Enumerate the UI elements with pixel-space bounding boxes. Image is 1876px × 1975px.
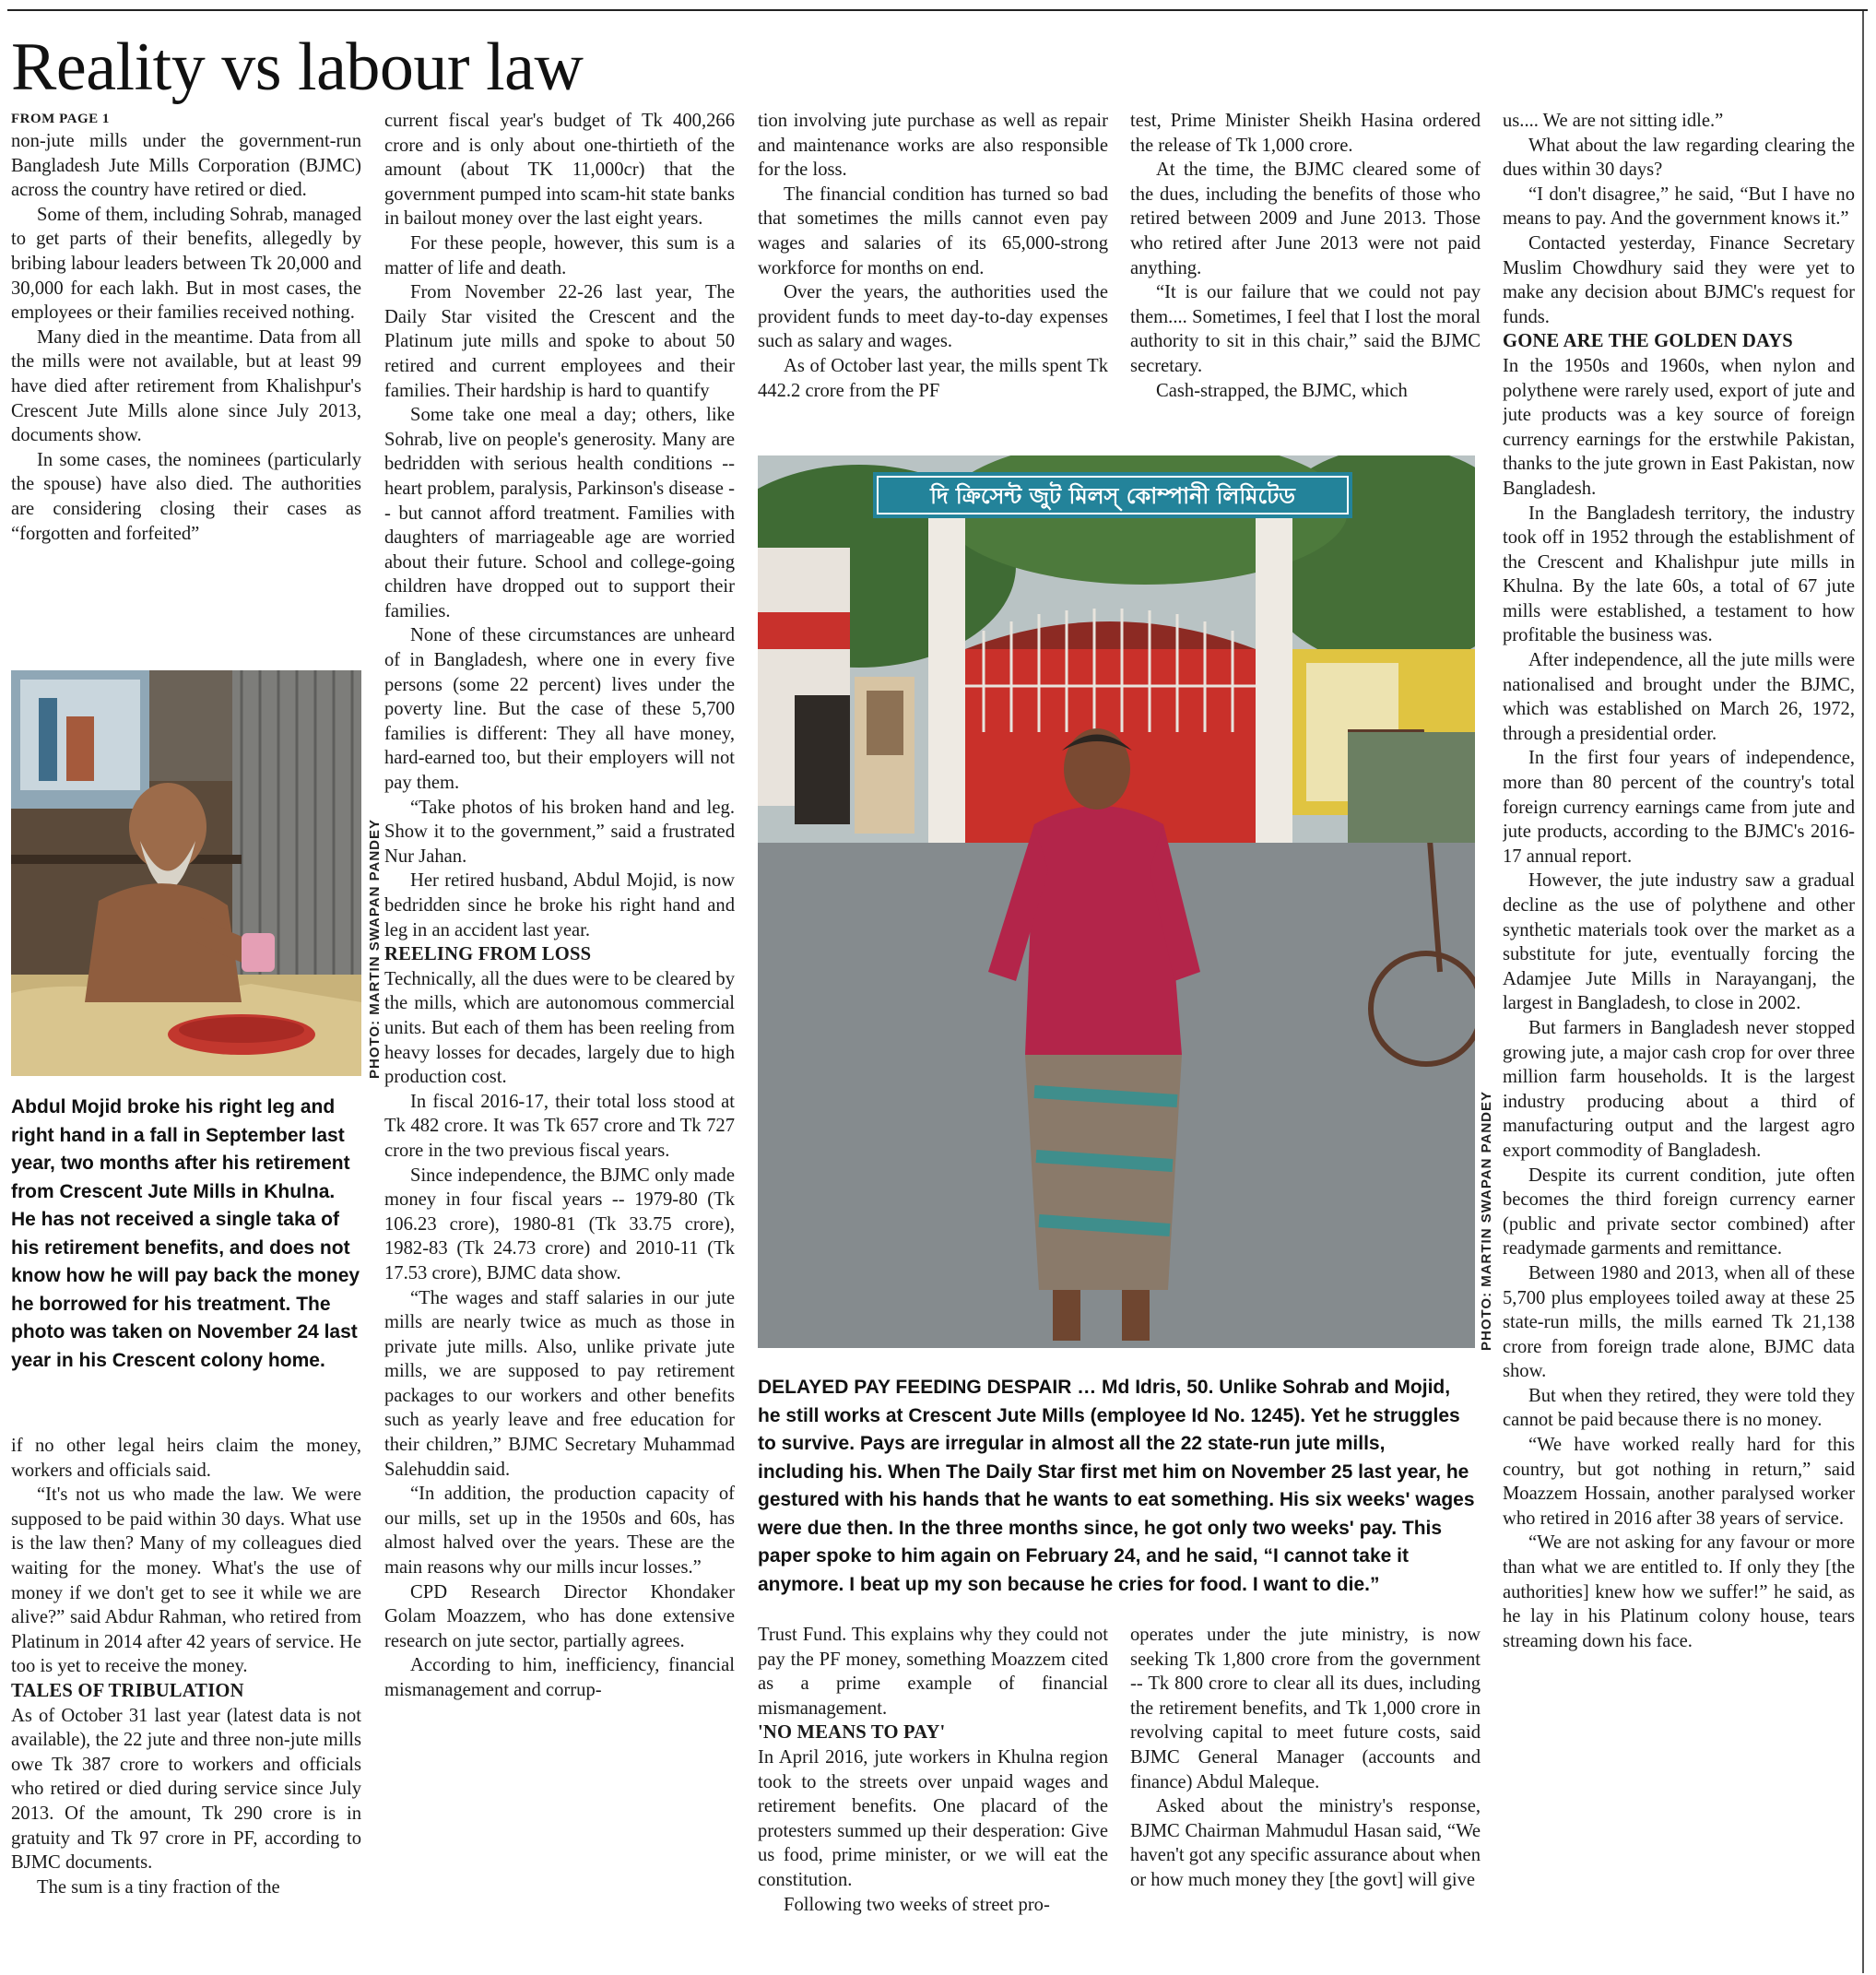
photo-md-idris-at-mill-gate: [758, 455, 1475, 1348]
article-column-5: [1503, 109, 1855, 1975]
body-paragraph: if no other legal heirs claim the money, workers and officials said.: [11, 1436, 361, 1481]
body-paragraph: Since independence, the BJMC only made money in four fiscal years -- 1979-80 (Tk 106.23 crore), 1980-81 (Tk 33.75 crore), 1982-83 (Tk 24.73 crore) and 2010-11 (Tk 17.53 crore), BJMC data show.: [384, 1165, 735, 1283]
body-paragraph: Between 1980 and 2013, when all of these 5,700 plus employees toiled away at these 25 state-run mills, the mills earned Tk 21,138 crore from foreign trade alone, BJMC data show.: [1503, 1262, 1855, 1382]
body-paragraph: In the first four years of independence, more than 80 percent of the country's total foreign currency earnings came from jute and jute products, according to the BJMC's 2016-17 annual report.: [1503, 748, 1855, 867]
body-paragraph: “In addition, the production capacity of our mills, set up in the 1950s and 60s, has almost halved over the years. These are the main reasons why our mills incur losses.”: [384, 1484, 735, 1579]
body-paragraph: Asked about the ministry's response, BJMC Chairman Mahmudul Hasan said, “We haven't got any specific assurance about when or how much money they [the govt] will give: [1130, 1796, 1481, 1890]
column-rule-right: [1862, 11, 1864, 1973]
article-column-2: [384, 109, 735, 1975]
body-paragraph: Many died in the meantime. Data from all the mills were not available, but at least 99 have died after retirement from Khalishpur's Crescent Jute Mills alone since July 2013, documents show.: [11, 326, 361, 446]
body-paragraph: In the 1950s and 1960s, when nylon and polythene were rarely used, export of jute and jute products was a key source of foreign currency earnings for the erstwhile Pakistan, thanks to the jute grown in East Pakistan, now Bangladesh.: [1503, 355, 1855, 499]
body-paragraph: Technically, all the dues were to be cleared by the mills, which are autonomous commercial units. But each of them has been reeling from heavy losses for decades, largely due to high production cost.: [384, 968, 735, 1088]
continuation-kicker: FROM PAGE 1: [11, 112, 110, 126]
body-paragraph: As of October 31 last year (latest data is not available), the 22 jute and three non-jute mills owe Tk 387 crore to workers and officials who retired or died during service since July 2013. Of the amount, Tk 290 crore is in gratuity and Tk 97 crore in PF, according to BJMC documents.: [11, 1705, 361, 1874]
body-paragraph: Some take one meal a day; others, like Sohrab, live on people's generosity. Many are bedridden with serious health conditions -- heart problem, paralysis, Parkinson's disease -- but cannot afford treatment. Families with daughters of marriageable age are worried about their future. School and college-going children have dropped out to support their families.: [384, 405, 735, 621]
gate-sign-text: দি ক্রিসেন্ট জুট মিলস্ কোম্পানী লিমিটেড: [930, 483, 1295, 509]
body-paragraph: For these people, however, this sum is a matter of life and death.: [384, 232, 735, 278]
body-paragraph: According to him, inefficiency, financial mismanagement and corrup-: [384, 1655, 735, 1700]
body-paragraph: Following two weeks of street pro-: [784, 1894, 1050, 1915]
body-paragraph: Over the years, the authorities used the provident funds to meet day-to-day expenses such as salary and wages.: [758, 282, 1108, 352]
body-paragraph: In some cases, the nominees (particularly the spouse) have also died. The authorities are considering closing their cases as “forgotten and forfeited”: [11, 449, 361, 544]
photo-credit-right: PHOTO: MARTIN SWAPAN PANDEY: [1479, 1090, 1494, 1351]
section-subhead: 'NO MEANS TO PAY': [758, 1722, 946, 1744]
body-paragraph: But when they retired, they were told they cannot be paid because there is no money.: [1503, 1385, 1855, 1431]
body-paragraph: In the Bangladesh territory, the industry took off in 1952 through the establishment of the Crescent and Khalishpur jute mills in Khulna. By the late 60s, a total of 67 jute mills were established, a testament to how profitable the business was.: [1503, 503, 1855, 646]
body-paragraph: test, Prime Minister Sheikh Hasina ordered the release of Tk 1,000 crore.: [1130, 111, 1481, 156]
body-paragraph: What about the law regarding clearing the dues within 30 days?: [1503, 135, 1855, 181]
section-subhead: REELING FROM LOSS: [384, 944, 592, 965]
body-paragraph: tion involving jute purchase as well as repair and maintenance works are also responsible for the loss.: [758, 111, 1108, 181]
body-paragraph: In April 2016, jute workers in Khulna region took to the streets over unpaid wages and retirement benefits. One placard of the protesters summed up their desperation: Give us food, prime minister, or we will eat the constitution.: [758, 1746, 1108, 1890]
section-subhead: TALES OF TRIBULATION: [11, 1680, 244, 1701]
body-paragraph: However, the jute industry saw a gradual decline as the use of polythene and other synthetic materials took over the market as a substitute for jute, eventually forcing the Adamjee Jute Mills in Narayanganj, the largest in Bangladesh, to close in 2002.: [1503, 870, 1855, 1014]
body-paragraph: “It's not us who made the law. We were supposed to be paid within 30 days. What use is the law then? Many of my colleagues died waiting for the money. What's the use of money if we don't get to see it while we are alive?” said Abdur Rahman, who retired from Platinum in 2014 after 42 years of service. He too is yet to receive the money.: [11, 1484, 361, 1677]
body-paragraph: us.... We are not sitting idle.”: [1503, 111, 1724, 131]
article-column-3-top: [758, 109, 1108, 452]
body-paragraph: The sum is a tiny fraction of the: [37, 1876, 280, 1898]
body-paragraph: From November 22-26 last year, The Daily Star visited the Crescent and the Platinum jute mills and spoke to about 50 retired and current employees and their families. Their hardship is hard to quantify: [384, 282, 735, 401]
body-paragraph: Some of them, including Sohrab, managed to get parts of their benefits, allegedly by bribing labour leaders between Tk 20,000 and 30,000 for each lakh. But in most cases, the employees or their families received nothing.: [11, 204, 361, 324]
article-column-4-bottom: [1130, 1623, 1481, 1975]
body-paragraph: Trust Fund. This explains why they could not pay the PF money, something Moazzem cited as a prime example of financial mismanagement.: [758, 1625, 1108, 1719]
body-paragraph: current fiscal year's budget of Tk 400,266 crore and is only about one-thirtieth of the amount (about TK 11,000cr) that the government pumped into scam-hit state banks in bailout money over the last eight years.: [384, 111, 735, 230]
body-paragraph: In fiscal 2016-17, their total loss stood at Tk 482 crore. It was Tk 657 crore and Tk 727 crore in the two previous fiscal years.: [384, 1091, 735, 1161]
body-paragraph: “We are not asking for any favour or more than what we are entitled to. If only they [the authorities] knew how we suffer!” he said, as he lay in his Platinum colony house, tears streaming down his face.: [1503, 1532, 1855, 1651]
section-subhead: GONE ARE THE GOLDEN DAYS: [1503, 331, 1793, 352]
article-column-3-bottom: [758, 1623, 1108, 1975]
body-paragraph: The financial condition has turned so bad that sometimes the mills cannot even pay wages and salaries of its 65,000-strong workforce for months on end.: [758, 183, 1108, 278]
body-paragraph: Despite its current condition, jute often becomes the third foreign currency earner (public and private sector combined) after readymade garments and remittance.: [1503, 1165, 1855, 1260]
body-paragraph: But farmers in Bangladesh never stopped growing jute, a major cash crop for over three million farm households. It is the largest industry producing about a third of manufacturing output and the largest agro export commodity of Bangladesh.: [1503, 1017, 1855, 1161]
photo-caption-center: DELAYED PAY FEEDING DESPAIR … Md Idris, 50. Unlike Sohrab and Mojid, he still works at Crescent Jute Mills (employee Id No. 1245). Yet he struggles to survive. Pays are irregular in almost all the 22 state-run jute mills, including his. When The Daily Star first met him on November 25 last year, he gestured with his hands that he wants to eat something. His six weeks' wages were due then. In the three months since, he got only two weeks' pay. This paper spoke to him again on February 24, and he said, “I cannot take it anymore. I beat up my son because he cries for food. I want to die.”: [758, 1377, 1475, 1595]
body-paragraph: Contacted yesterday, Finance Secretary Muslim Chowdhury said they were yet to make any decision about BJMC's request for funds.: [1503, 232, 1855, 327]
headline: Reality vs labour law: [11, 30, 584, 105]
body-paragraph: CPD Research Director Khondaker Golam Moazzem, who has done extensive research on jute sector, partially agrees.: [384, 1581, 735, 1651]
photo-credit-left: PHOTO: MARTIN SWAPAN PANDEY: [367, 818, 383, 1079]
top-rule: [7, 9, 1868, 11]
body-paragraph: “We have worked really hard for this country, but got nothing in return,” said Moazzem Hossain, another paralysed worker who retired in 2016 after 38 years of service.: [1503, 1435, 1855, 1529]
body-paragraph: “It is our failure that we could not pay them.... Sometimes, I feel that I lost the moral authority to sit in this chair,” said the BJMC secretary.: [1130, 282, 1481, 376]
body-paragraph: “Take photos of his broken hand and leg. Show it to the government,” said a frustrated Nur Jahan.: [384, 797, 735, 867]
body-paragraph: “I don't disagree,” he said, “But I have no means to pay. And the government knows it.”: [1503, 183, 1855, 230]
body-paragraph: operates under the jute ministry, is now seeking Tk 1,800 crore from the government -- Tk 800 crore to clear all its dues, including the retirement benefits, and Tk 1,000 crore in revolving capital to meet future costs, said BJMC General Manager (accounts and finance) Abdul Maleque.: [1130, 1625, 1481, 1792]
body-paragraph: After independence, all the jute mills were nationalised and brought under the BJMC, which was established on March 26, 1972, through a presidential order.: [1503, 650, 1855, 744]
body-paragraph: “The wages and staff salaries in our jute mills are nearly twice as much as those in private jute mills. Also, unlike private jute mills, we are supposed to pay retirement packages to our workers and other benefits such as yearly leave and free education for their children,” BJMC Secretary Muhammad Salehuddin said.: [384, 1287, 735, 1480]
photo-caption-left: Abdul Mojid broke his right leg and right hand in a fall in September last year, two months after his retirement from Crescent Jute Mills in Khulna. He has not received a single taka of his retirement benefits, and does not know how he will pay back the money he borrowed for his treatment. The photo was taken on November 24 last year in his Crescent colony home.: [11, 1096, 360, 1371]
body-paragraph: Her retired husband, Abdul Mojid, is now bedridden since he broke his right hand and leg in an accident last year.: [384, 870, 735, 940]
photo-abdul-mojid: [11, 670, 361, 1076]
body-paragraph: As of October last year, the mills spent Tk 442.2 crore from the PF: [758, 355, 1108, 401]
body-paragraph: None of these circumstances are unheard of in Bangladesh, where one in every five persons (some 22 percent) lives under the poverty line. But the case of these 5,700 families is different: They all have money, hard-earned too, but their employers will not pay them.: [384, 625, 735, 794]
article-column-1-top: [11, 109, 361, 645]
article-column-4-top: [1130, 109, 1481, 452]
body-paragraph: At the time, the BJMC cleared some of the dues, including the benefits of those who retired between 2009 and June 2013. Those who retired after June 2013 were not paid anything.: [1130, 160, 1481, 278]
body-paragraph: non-jute mills under the government-run Bangladesh Jute Mills Corporation (BJMC) across the country have retired or died.: [11, 131, 361, 201]
article-column-1-bottom: [11, 1434, 361, 1975]
body-paragraph: Cash-strapped, the BJMC, which: [1156, 380, 1408, 401]
